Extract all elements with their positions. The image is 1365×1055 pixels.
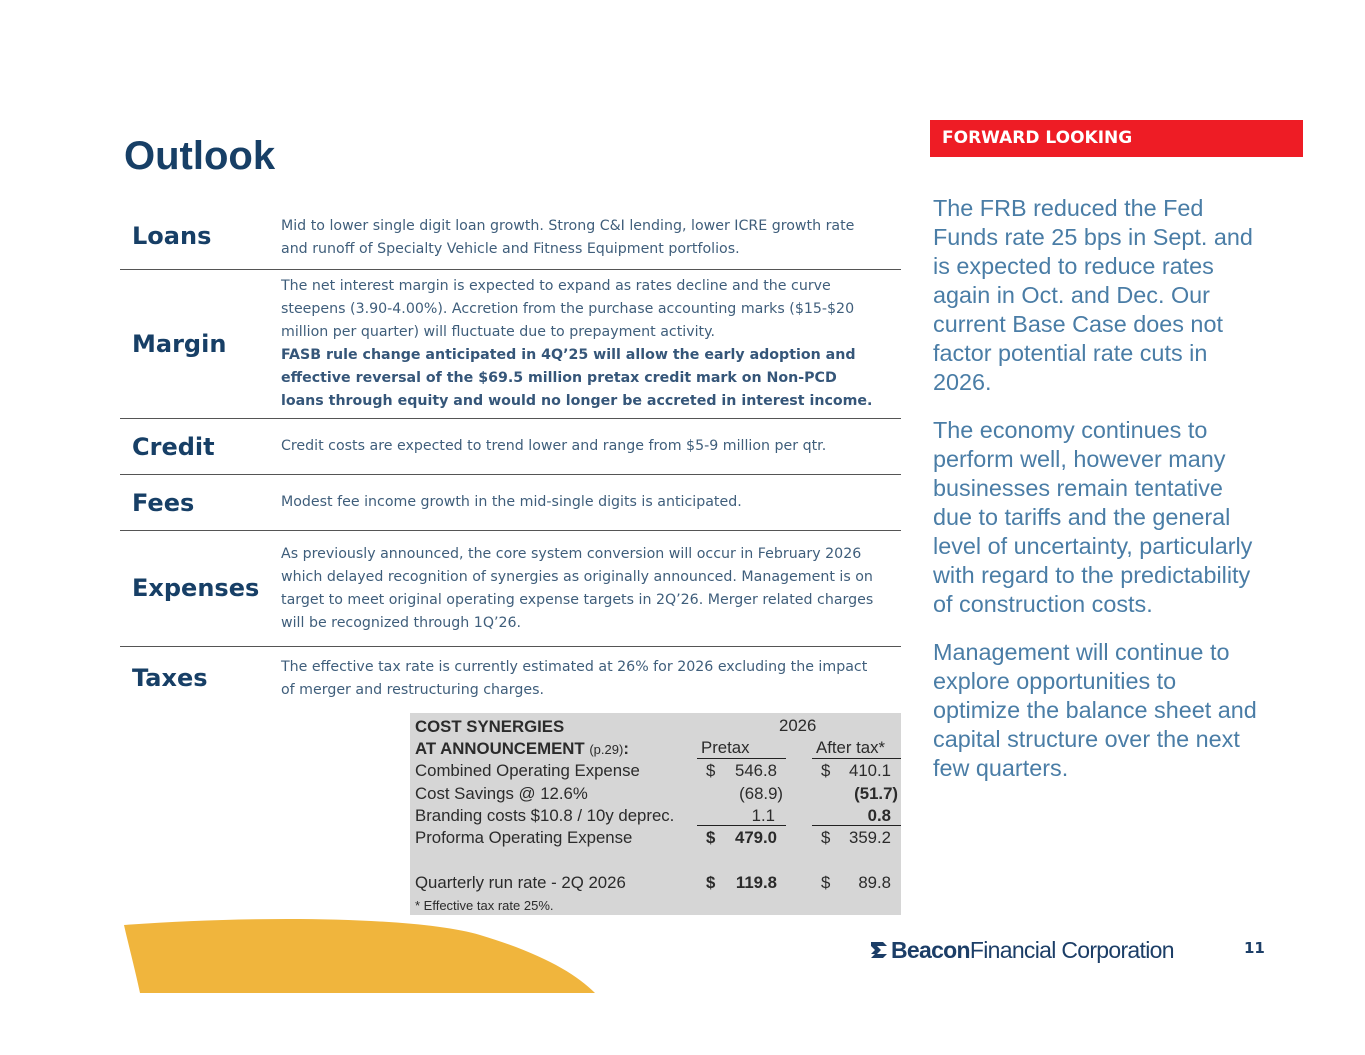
forward-looking-commentary xyxy=(933,194,1268,802)
synergies-year: 2026 xyxy=(779,716,817,735)
currency-symbol: $ xyxy=(706,873,716,892)
col-header-pretax: Pretax xyxy=(701,738,750,757)
synergies-subtitle: AT ANNOUNCEMENT xyxy=(415,739,585,758)
synergy-row-aftertax: 0.8 xyxy=(867,806,891,825)
page-number: 11 xyxy=(1244,939,1265,957)
synergy-row-label: Branding costs $10.8 / 10y deprec. xyxy=(415,806,675,825)
synergy-row-pretax: 119.8 xyxy=(735,873,777,892)
commentary-management: Management will continue to explore opportunities to optimize the balance sheet and capital structure over the next few quarters. xyxy=(933,639,1257,781)
synergies-colon: : xyxy=(623,739,629,758)
synergy-row-pretax: 1.1 xyxy=(751,806,775,825)
margin-label: Margin xyxy=(132,330,227,358)
synergy-row-aftertax: 89.8 xyxy=(858,873,891,892)
margin-text: The net interest margin is expected to expand as rates decline and the curve steepens (3.90-4.00%). Accretion from the purchase accounting marks ($15-$20 million per quarter) will fluctuate due to prepayment activity. xyxy=(281,278,855,340)
page-title: Outlook xyxy=(124,134,276,178)
synergy-row-label: Quarterly run rate - 2Q 2026 xyxy=(415,873,626,892)
commentary-rates: The FRB reduced the Fed Funds rate 25 bps in Sept. and is expected to reduce rates again in Oct. and Dec. Our current Base Case does not factor potential rate cuts in 2026. xyxy=(933,195,1253,395)
synergy-row-aftertax: 410.1 xyxy=(849,761,891,780)
currency-symbol: $ xyxy=(821,828,831,847)
outlook-row-fees xyxy=(120,475,901,531)
synergy-row-label: Proforma Operating Expense xyxy=(415,828,633,847)
outlook-row-credit xyxy=(120,419,901,475)
synergies-subtitle-line xyxy=(415,739,629,759)
outlook-row-taxes xyxy=(120,647,901,707)
synergy-row-label: Cost Savings @ 12.6% xyxy=(415,784,588,803)
fees-description: Modest fee income growth in the mid-single digits is anticipated. xyxy=(281,494,742,510)
fees-label: Fees xyxy=(132,489,195,517)
synergies-title: COST SYNERGIES xyxy=(415,717,565,736)
commentary-economy: The economy continues to perform well, however many businesses remain tentative due to tariffs and the general level of uncertainty, particularly with regard to the predictability of construction costs. xyxy=(933,417,1253,617)
company-logo xyxy=(870,935,1174,965)
synergy-row-aftertax: 359.2 xyxy=(849,828,891,847)
synergy-row-pretax: (68.9) xyxy=(739,784,783,803)
synergy-row-pretax: 479.0 xyxy=(735,828,777,847)
forward-looking-banner: FORWARD LOOKING xyxy=(930,120,1303,157)
synergies-page-ref: (p.29) xyxy=(589,742,624,757)
synergies-footnote: * Effective tax rate 25%. xyxy=(415,898,554,913)
currency-symbol: $ xyxy=(706,828,716,847)
yellow-swoosh-decoration xyxy=(120,915,600,995)
synergy-row-label: Combined Operating Expense xyxy=(415,761,640,780)
currency-symbol: $ xyxy=(706,761,716,780)
outlook-row-expenses xyxy=(120,531,901,647)
currency-symbol: $ xyxy=(821,873,831,892)
col-header-aftertax: After tax* xyxy=(816,738,886,757)
outlook-row-margin xyxy=(120,270,901,419)
credit-label: Credit xyxy=(132,433,215,461)
loans-description: Mid to lower single digit loan growth. Strong C&I lending, lower ICRE growth rate and runoff of Specialty Vehicle and Fitness Equipment portfolios. xyxy=(281,218,855,257)
margin-description xyxy=(281,275,881,413)
expenses-label: Expenses xyxy=(132,574,260,602)
margin-fasb-note: FASB rule change anticipated in 4Q’25 will allow the early adoption and effective reversal of the $69.5 million pretax credit mark on Non-PCD loans through equity and would no longer be accreted in interest income. xyxy=(281,347,873,409)
cost-synergies-table xyxy=(410,713,901,915)
outlook-row-loans xyxy=(120,200,901,270)
taxes-label: Taxes xyxy=(132,664,208,692)
taxes-description: The effective tax rate is currently estimated at 26% for 2026 excluding the impact of merger and restructuring charges. xyxy=(281,659,868,698)
synergy-row-pretax: 546.8 xyxy=(735,761,777,780)
credit-description: Credit costs are expected to trend lower and range from $5-9 million per qtr. xyxy=(281,438,827,454)
synergy-row-aftertax: (51.7) xyxy=(854,784,898,803)
logo-wordmark: BeaconFinancial Corporation xyxy=(891,936,1174,963)
expenses-description: As previously announced, the core system conversion will occur in February 2026 which delayed recognition of synergies as originally announced. Management is on target to meet original operating expense targets in 2Q’26. Merger related charges will be recognized through 1Q’26. xyxy=(281,546,874,631)
loans-label: Loans xyxy=(132,222,212,250)
beacon-logo-icon xyxy=(870,941,888,959)
currency-symbol: $ xyxy=(821,761,831,780)
